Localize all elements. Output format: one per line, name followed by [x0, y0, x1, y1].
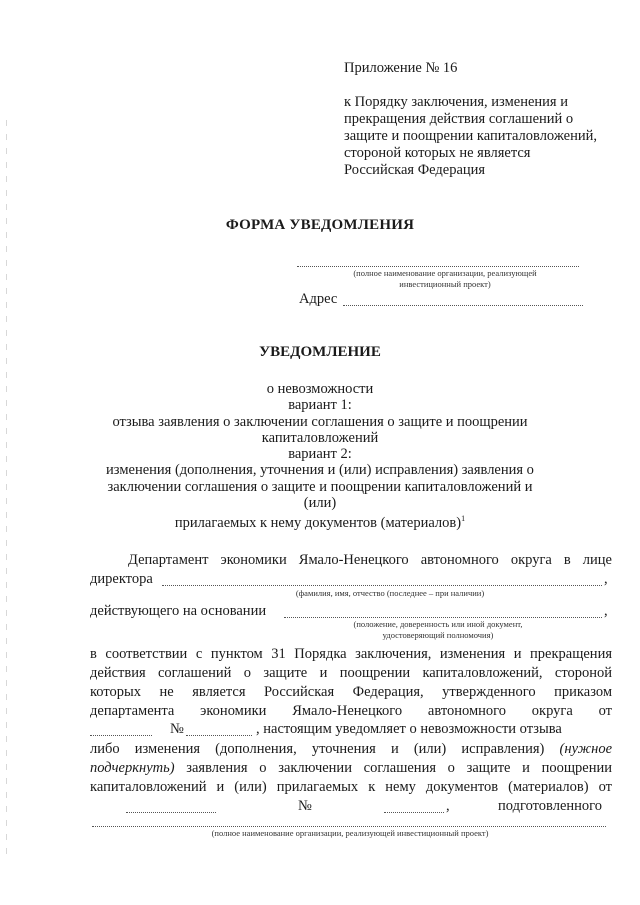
address-line	[343, 305, 583, 306]
subject-line: капиталовложений	[261, 429, 379, 446]
reference-line: Российская Федерация	[344, 162, 486, 178]
basis-line	[284, 617, 602, 618]
org-name-line	[297, 266, 579, 267]
body-line: департамента экономики Ямало-Ненецкого автономного округа от	[90, 703, 612, 719]
fio-caption: (фамилия, имя, отчество (последнее – при наличии)	[295, 588, 485, 598]
basis-row: действующего на основании ,	[90, 603, 608, 619]
application-ref-row: № , подготовленного	[90, 798, 612, 816]
basis-label: действующего на основании	[90, 603, 267, 619]
reference-line: к Порядку заключения, изменения и	[344, 94, 568, 110]
order-number-line	[186, 735, 252, 736]
form-title: ФОРМА УВЕДОМЛЕНИЯ	[225, 217, 415, 233]
body-line-intro: Департамент экономики Ямало-Ненецкого автономного округа в лице	[128, 552, 612, 568]
appendix-reference	[344, 94, 597, 179]
director-row: директора ,	[90, 571, 608, 587]
reference-line: стороной которых не является	[344, 145, 531, 161]
notice-title: УВЕДОМЛЕНИЕ	[259, 344, 381, 360]
subject-line: изменения (дополнения, уточнения и (или) исправления) заявления о	[106, 462, 534, 479]
basis-caption: (положение, доверенность или иной документ, удостоверяющий полномочия)	[353, 619, 523, 640]
order-ref-row: № , настоящим уведомляет о невозможности отзыва	[90, 721, 612, 739]
org-name-caption: (полное наименование организации, реализующей инвестиционный проект)	[353, 268, 537, 289]
body-line: действия соглашений о защите и поощрении капиталовложений, стороной	[90, 665, 612, 681]
subject-line: вариант 2:	[288, 446, 352, 463]
body-line: подчеркнуть) заявления о заключении соглашения о защите и поощрении	[90, 760, 612, 776]
subject-line: прилагаемых к нему документов (материалов)$^1$	[174, 514, 466, 532]
body-line: в соответствии с пунктом 31 Порядка заключения, изменения и прекращения	[90, 646, 612, 662]
subject-line: заключении соглашения о защите и поощрении капиталовложений и (или)	[107, 478, 533, 512]
investor-name-line	[92, 826, 606, 827]
investor-name-caption: (полное наименование организации, реализующей инвестиционный проект)	[211, 828, 489, 838]
body-line: которых не является Российская Федерация, утвержденного приказом	[90, 684, 612, 700]
director-label: директора	[90, 571, 153, 587]
footnote-mark: 1	[461, 514, 466, 524]
address-label: Адрес	[299, 291, 338, 307]
appendix-number: Приложение № 16	[344, 60, 458, 76]
body-line: капиталовложений и (или) прилагаемых к нему документов (материалов) от	[90, 779, 612, 795]
application-number-line	[384, 812, 444, 813]
reference-line: прекращения действия соглашений о	[344, 111, 574, 127]
director-name-line	[162, 585, 602, 586]
order-date-line	[90, 735, 152, 736]
subject-line: о невозможности	[266, 381, 374, 397]
reference-line: защите и поощрении капиталовложений,	[344, 128, 597, 144]
notice-subject	[90, 381, 550, 532]
body-line: либо изменения (дополнения, уточнения и (или) исправления) (нужное	[90, 741, 613, 757]
subject-line: вариант 1:	[288, 397, 352, 414]
application-date-line	[126, 812, 216, 813]
subject-line: отзыва заявления о заключении соглашения о защите и поощрении	[112, 413, 528, 430]
